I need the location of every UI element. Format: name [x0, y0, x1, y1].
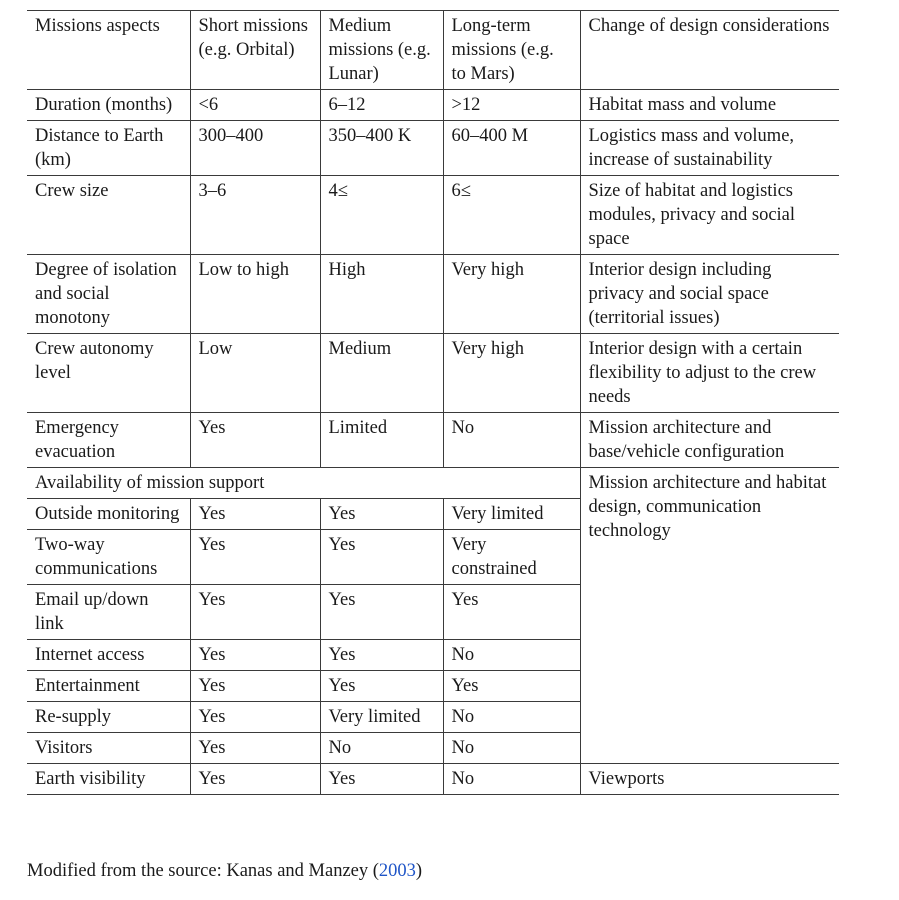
table-cell: Yes [443, 671, 580, 702]
table-cell: Low [190, 334, 320, 413]
header-cell: Change of design considerations [580, 11, 839, 90]
table-cell: Very limited [443, 499, 580, 530]
header-cell: Short missions (e.g. Orbital) [190, 11, 320, 90]
table-cell: 60–400 M [443, 121, 580, 176]
table-row [27, 176, 839, 255]
table-source-note [27, 859, 422, 883]
table-cell: Very high [443, 255, 580, 334]
table-cell: Visitors [27, 733, 190, 764]
table-cell: Yes [320, 671, 443, 702]
table-cell: 3–6 [190, 176, 320, 255]
section-row [27, 468, 839, 499]
header-row [27, 11, 839, 90]
table-cell: Outside monitoring [27, 499, 190, 530]
mission-aspects-table [27, 10, 839, 795]
table-cell: Duration (months) [27, 90, 190, 121]
table-cell: Size of habitat and logistics modules, privacy and social space [580, 176, 839, 255]
table-cell: No [443, 702, 580, 733]
table-cell: Yes [320, 499, 443, 530]
citation-year-link[interactable]: 2003 [378, 861, 416, 881]
table-cell: No [443, 413, 580, 468]
table-cell: Entertainment [27, 671, 190, 702]
header-cell: Long-term missions (e.g. to Mars) [443, 11, 580, 90]
table-cell: Yes [190, 585, 320, 640]
table-cell: Yes [320, 530, 443, 585]
table-row [27, 90, 839, 121]
table-cell: Yes [190, 530, 320, 585]
table-row [27, 255, 839, 334]
table-cell: Yes [320, 640, 443, 671]
table-cell: Yes [320, 585, 443, 640]
table-cell: Yes [190, 764, 320, 795]
table-cell: Internet access [27, 640, 190, 671]
table-cell: Mission architecture and base/vehicle configuration [580, 413, 839, 468]
table-cell: Low to high [190, 255, 320, 334]
table-cell: 6–12 [320, 90, 443, 121]
table-cell: Crew autonomy level [27, 334, 190, 413]
caption-close: ) [415, 861, 423, 881]
table-cell: 6≤ [443, 176, 580, 255]
table-cell: Medium [320, 334, 443, 413]
section-label: Availability of mission support [27, 468, 580, 499]
table-cell: Email up/down link [27, 585, 190, 640]
table-cell: Earth visibility [27, 764, 190, 795]
table-cell: Re-supply [27, 702, 190, 733]
table-cell: Yes [190, 733, 320, 764]
table-cell: Two-way communications [27, 530, 190, 585]
table-cell: Very limited [320, 702, 443, 733]
table-cell: Yes [190, 640, 320, 671]
table-cell: No [443, 764, 580, 795]
table-cell: Viewports [580, 764, 839, 795]
caption-text: Modified from the source: Kanas and Manzey ( [27, 861, 379, 881]
table-cell: 350–400 K [320, 121, 443, 176]
table-cell: Mission architecture and habitat design, communication technology [580, 468, 839, 764]
table-cell: Yes [190, 702, 320, 733]
table-cell: Logistics mass and volume, increase of sustainability [580, 121, 839, 176]
table-cell: Yes [190, 413, 320, 468]
table-cell: Yes [320, 764, 443, 795]
table-row [27, 121, 839, 176]
table-cell: Limited [320, 413, 443, 468]
table-cell: No [443, 733, 580, 764]
table-cell: >12 [443, 90, 580, 121]
header-cell: Missions aspects [27, 11, 190, 90]
table-cell: Distance to Earth (km) [27, 121, 190, 176]
table-row [27, 334, 839, 413]
header-cell: Medium missions (e.g. Lunar) [320, 11, 443, 90]
table-cell: Degree of isolation and social monotony [27, 255, 190, 334]
table-cell: Interior design including privacy and social space (territorial issues) [580, 255, 839, 334]
table-cell: High [320, 255, 443, 334]
table-cell: Yes [443, 585, 580, 640]
table-row [27, 764, 839, 795]
table-cell: No [320, 733, 443, 764]
table-cell: Crew size [27, 176, 190, 255]
table-cell: Emergency evacuation [27, 413, 190, 468]
table-cell: Yes [190, 499, 320, 530]
table-cell: 4≤ [320, 176, 443, 255]
table-cell: <6 [190, 90, 320, 121]
table-cell: 300–400 [190, 121, 320, 176]
table-row [27, 413, 839, 468]
table-cell: Interior design with a certain flexibility to adjust to the crew needs [580, 334, 839, 413]
table-cell: Yes [190, 671, 320, 702]
table-cell: Very high [443, 334, 580, 413]
table-cell: Very constrained [443, 530, 580, 585]
table-cell: No [443, 640, 580, 671]
table-cell: Habitat mass and volume [580, 90, 839, 121]
table-container [27, 10, 839, 795]
